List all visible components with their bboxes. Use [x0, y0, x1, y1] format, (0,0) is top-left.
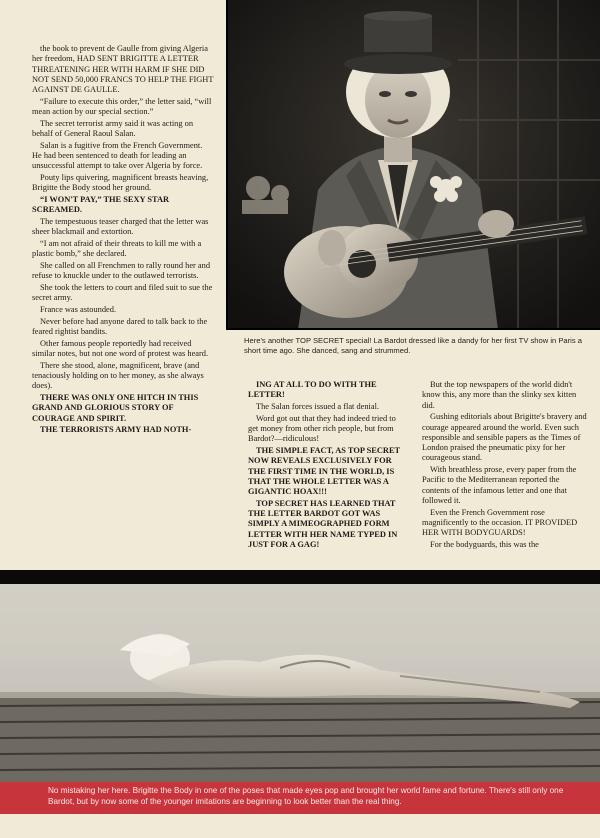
photo-woman-reclining-on-boards-icon	[0, 584, 600, 782]
paragraph: Never before had anyone dared to talk back to the feared rightist bandits.	[32, 316, 208, 336]
top-photo-caption-text: Here's another TOP SECRET special! La Bardot dressed like a dandy for her first TV show in Paris a short time ago. She danced, sang and strummed.	[244, 336, 582, 356]
paragraph: She called on all Frenchmen to rally round her and refuse to knuckle under to the outlawed terrorists.	[32, 261, 211, 281]
bottom-photo-caption	[0, 782, 600, 814]
article-column-middle	[228, 380, 408, 570]
paragraph: The Salan forces issued a flat denial.	[256, 402, 380, 411]
section-divider	[0, 570, 600, 584]
paragraph: THE TERRORISTS ARMY HAD NOTH-	[40, 425, 192, 435]
paragraph: Salan is a fugitive from the French Government. He had been sentenced to death for leading an unsuccessful attempt to take over Algeria by force.	[32, 140, 203, 171]
paragraph: “I WON'T PAY,” THE SEXY STAR SCREAMED.	[32, 195, 170, 215]
paragraph: But the top newspapers of the world didn't know this, any more than the slinky sex kitten did.	[422, 380, 577, 410]
paragraph: Pouty lips quivering, magnificent breasts heaving, Brigitte the Body stood her ground.	[32, 173, 209, 193]
paragraph: Word got out that they had indeed tried to get money from other rich people, but from Bardot?—ridiculous!	[248, 413, 396, 444]
paragraph: The tempestuous teaser charged that the letter was sheer blackmail and extortion.	[32, 217, 209, 237]
paragraph: She took the letters to court and filed suit to sue the secret army.	[32, 283, 213, 303]
paragraph: There she stood, alone, magnificent, brave (and tenaciously holding on to her money, as she always does).	[32, 360, 204, 391]
paragraph: ING AT ALL TO DO WITH THE LETTER!	[248, 380, 377, 400]
bottom-photo-caption-text: No mistaking her here. Brigitte the Body in one of the poses that made eyes pop and brought her world fame and fortune. There's still only one Bardot, but by now some of the younger imitations are beginning to look better than the real thing.	[48, 786, 564, 807]
paragraph: Other famous people reportedly had received similar notes, but not one word of protest was heard.	[32, 338, 209, 358]
paragraph: Gushing editorials about Brigitte's bravery and courage appeared around the world. Even such responsible and sensible papers as the Times of London praised the pneumatic pixy for her courageous stand.	[422, 412, 587, 463]
paragraph: With breathless prose, every paper from the Pacific to the Mediterranean reported the contents of the infamous letter and one that followed it.	[422, 465, 577, 505]
paragraph: For the bodyguards, this was the	[430, 539, 539, 549]
bottom-photo	[0, 584, 600, 782]
top-photo-caption	[228, 332, 600, 366]
page-bottom-margin	[0, 814, 600, 838]
paragraph: THERE WAS ONLY ONE HITCH IN THIS GRAND AND GLORIOUS STORY OF COURAGE AND SPIRIT.	[32, 393, 199, 423]
paragraph: TOP SECRET HAS LEARNED THAT THE LETTER BARDOT GOT WAS SIMPLY A MIMEOGRAPHED FORM LETTER WITH HER NAME TYPED IN JUST FOR A GAG!	[248, 498, 398, 549]
paragraph: THE SIMPLE FACT, AS TOP SECRET NOW REVEALS EXCLUSIVELY FOR THE FIRST TIME IN THE WORLD, IS THAT THE WHOLE LETTER WAS A GIGANTIC HOAX!!!	[248, 446, 400, 496]
article-column-left	[0, 0, 228, 570]
paragraph: “Failure to execute this order,” the letter said, “will mean action by our special section.”	[32, 96, 212, 116]
top-photo	[226, 0, 600, 330]
paragraph: The secret terrorist army said it was acting on behalf of General Raoul Salan.	[32, 118, 194, 138]
article-column-right	[410, 380, 600, 570]
paragraph: Even the French Government rose magnificently to the occasion. IT PROVIDED HER WITH BODYGUARDS!	[422, 507, 578, 537]
paragraph: “I am not afraid of their threats to kill me with a plastic bomb,” she declared.	[32, 239, 202, 259]
photo-woman-top-hat-guitar-icon	[228, 0, 600, 330]
paragraph: the book to prevent de Gaulle from giving Algeria her freedom, HAD SENT BRIGITTE A LETTER THREATENING HER WITH HARM IF SHE DID NOT SEND 50,000 FRANCS TO HELP THE FIGHT AGAINST DE GAULLE.	[32, 44, 214, 94]
paragraph: France was astounded.	[40, 305, 117, 314]
